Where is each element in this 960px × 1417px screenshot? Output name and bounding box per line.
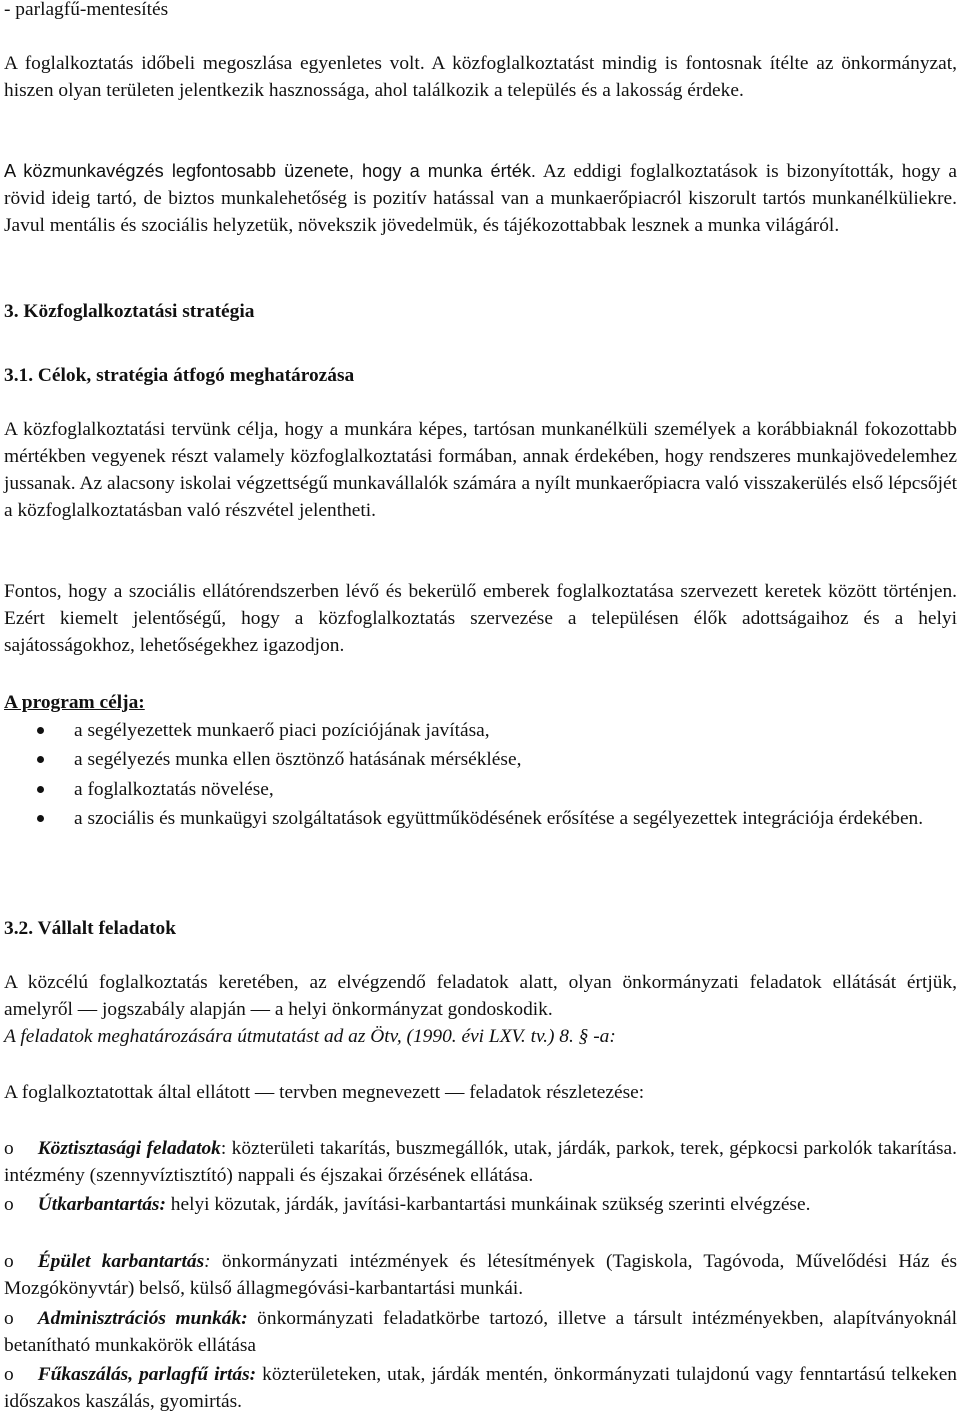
bullet-text: a segélyezettek munkaerő piaci pozíciójának javítása, xyxy=(74,720,490,741)
task-title: Épület karbantartás xyxy=(37,1251,205,1272)
heading-program-celja: A program célja: xyxy=(4,692,145,713)
task-text: közterületi takarítás, buszmegállók, utak, járdák, parkok, terek, gépkocsi parkolók takarítása. intézmény (szennyvíztisztító) nappali és éjszakai őrzésének ellátása. xyxy=(4,1138,957,1186)
bullet-text: a foglalkoztatás növelése, xyxy=(74,779,274,800)
bullet-dot-icon xyxy=(37,727,44,734)
bullet-dot-icon xyxy=(37,786,44,793)
task-item-koztisztasag xyxy=(4,1135,957,1189)
paragraph-kozmunka-lead: A közmunkavégzés legfontosabb üzenete, hogy a munka érték. xyxy=(4,161,536,181)
paragraph-idobeli-megoszlas: A foglalkoztatás időbeli megoszlása egyenletes volt. A közfoglalkoztatást mindig is fontosnak ítélte az önkormányzat, hiszen olyan területen jelentkezik hasznossága, ahol találkozik a település és a lakosság érdeke. xyxy=(4,53,957,101)
task-marker: o xyxy=(4,1194,14,1215)
heading-section-3: 3. Közfoglalkoztatási stratégia xyxy=(4,301,255,322)
heading-section-3-2: 3.2. Vállalt feladatok xyxy=(4,918,177,939)
task-marker: o xyxy=(4,1308,14,1329)
task-marker: o xyxy=(4,1251,14,1272)
task-item-adminisztracio xyxy=(4,1305,957,1359)
paragraph-kozcelu: A közcélú foglalkoztatás keretében, az elvégzendő feladatok alatt, olyan önkormányzati feladatok ellátását értjük, amelyről — jogszabály alapján — a helyi önkormányzat gondoskodik. xyxy=(4,972,957,1020)
task-item-epulet-karbantartas xyxy=(4,1248,957,1302)
paragraph-kozmunka xyxy=(4,158,957,239)
list-line-parlagfu: - parlagfű-mentesítés xyxy=(4,0,169,20)
paragraph-kozmunka-end: Javul mentális és szociális helyzetük, növekszik jövedelmük, és tájékozottabbak lesznek a munka világáról. xyxy=(4,215,840,236)
task-title: Köztisztasági feladatok xyxy=(37,1138,221,1159)
paragraph-fontos: Fontos, hogy a szociális ellátórendszerben lévő és bekerülő emberek foglalkoztatása szervezett keretek között történjen. Ezért kiemelt jelentőségű, hogy a közfoglalkoztatás szervezése a településen élők adottságaihoz és a helyi sajátosságokhoz, lehetőségekhez igazodjon. xyxy=(4,581,957,656)
task-item-utkarbantartas xyxy=(4,1191,957,1218)
task-item-fukaszalas xyxy=(4,1361,957,1415)
paragraph-kozmunka-body: Az eddigi foglalkoztatások is bizonyították, hogy a rövid ideig tartó, de biztos munkalehetőség is pozitív hatással van a munkaerőpiacról kiszorult tartós munkanélküliekre. xyxy=(4,161,957,209)
task-text: önkormányzati intézmények és létesítmények (Tagiskola, Tagóvoda, Művelődési Ház és Mozgókönyvtár) belső, külső állagmegóvási-karbantartási munkái. xyxy=(4,1251,957,1299)
task-text: önkormányzati feladatkörbe tartozó, illetve a társult intézményekben, alapítványoknál betanítható munkakörök ellátása xyxy=(4,1308,957,1356)
bullet-text: a segélyezés munka ellen ösztönző hatásának mérséklése, xyxy=(74,749,522,770)
task-title: Fűkaszálás, parlagfű irtás: xyxy=(37,1364,257,1385)
bullet-text: a szociális és munkaügyi szolgáltatások együttműködésének erősítése a segélyezettek integrációja érdekében. xyxy=(74,808,924,829)
paragraph-otv-reference: A feladatok meghatározására útmutatást ad az Ötv, (1990. évi LXV. tv.) 8. § -a: xyxy=(4,1026,616,1047)
task-text: helyi közutak, járdák, javítási-karbantartási munkáinak szükség szerinti elvégzése. xyxy=(165,1194,811,1215)
task-title: Útkarbantartás: xyxy=(37,1194,166,1215)
heading-section-3-1: 3.1. Célok, stratégia átfogó meghatározása xyxy=(4,365,355,386)
paragraph-celok: A közfoglalkoztatási tervünk célja, hogy a munkára képes, tartósan munkanélküli személyek a korábbiaknál fokozottabb mértékben vegyenek részt valamely közfoglalkoztatási formában, annak érdekében, hogy rendszeres munkajövedelemhez jussanak. Az alacsony iskolai végzettségű munkavállalók számára a nyílt munkaerőpiacra való visszakerülés első lépcsőjét a közfoglalkoztatásban való részvétel jelentheti. xyxy=(4,419,957,521)
bullet-dot-icon xyxy=(37,756,44,763)
task-marker: o xyxy=(4,1138,14,1159)
bullet-dot-icon xyxy=(37,815,44,822)
task-separator: : xyxy=(220,1138,227,1159)
task-separator: : xyxy=(204,1251,211,1272)
task-title: Adminisztrációs munkák: xyxy=(37,1308,248,1329)
paragraph-feladatok-reszletezese: A foglalkoztatottak által ellátott — tervben megnevezett — feladatok részletezése: xyxy=(4,1082,645,1103)
task-text: közterületeken, utak, járdák mentén, önkormányzati tulajdonú vagy fenntartású telkeken időszakos kaszálás, gyomirtás. xyxy=(4,1364,957,1412)
task-marker: o xyxy=(4,1364,14,1385)
